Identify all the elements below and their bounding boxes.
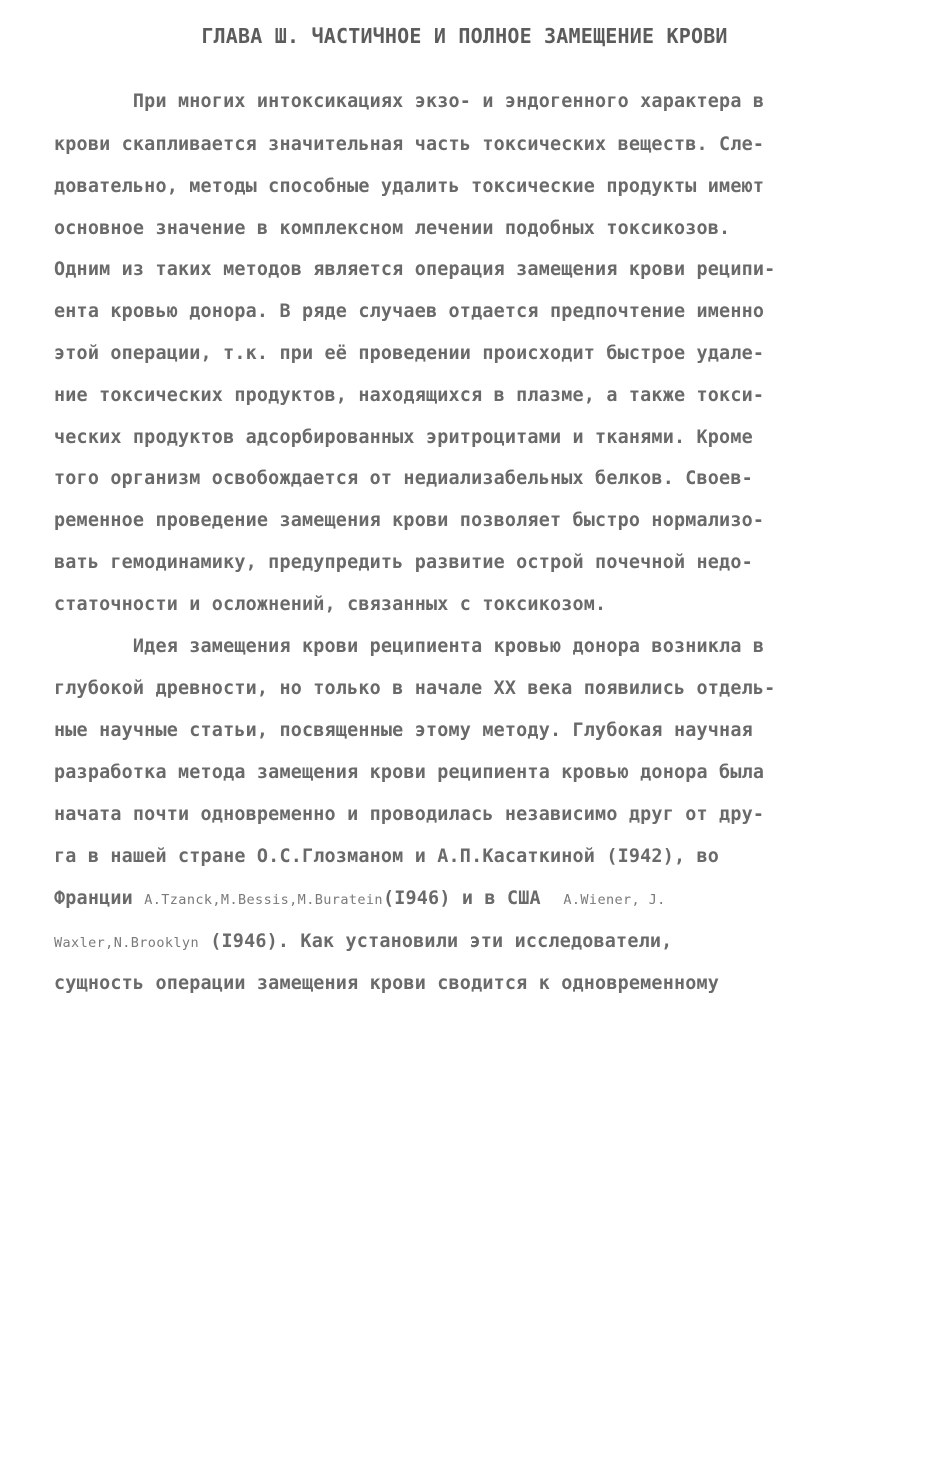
text-line: довательно, методы способные удалить токсические продукты имеют xyxy=(54,176,765,197)
author-names-latin: A.Wiener, J. xyxy=(563,892,666,908)
text-line: начата почти одновременно и проводилась независимо друг от дру- xyxy=(54,804,765,825)
text-line: глубокой древности, но только в начале XX века появились отдель- xyxy=(54,678,776,699)
text-line: сущность операции замещения крови сводится к одновременному xyxy=(54,973,720,994)
text-line: ента кровью донора. В ряде случаев отдается предпочтение именно xyxy=(54,301,765,322)
text-segment: (I946) и в США xyxy=(382,888,541,909)
text-line: ременное проведение замещения крови позволяет быстро нормализо- xyxy=(54,510,765,531)
chapter-title: ГЛАВА Ш. ЧАСТИЧНОЕ И ПОЛНОЕ ЗАМЕЩЕНИЕ КРОВИ xyxy=(201,24,728,48)
author-names-latin: A.Tzanck,M.Bessis,M.Buratein xyxy=(144,892,383,908)
text-line: этой операции, т.к. при её проведении происходит быстрое удале- xyxy=(54,343,765,364)
text-line: крови скапливается значительная часть токсических веществ. Сле- xyxy=(54,134,765,155)
text-line: Одним из таких методов является операция замещения крови реципи- xyxy=(54,259,776,280)
text-line: вать гемодинамику, предупредить развитие острой почечной недо- xyxy=(54,552,753,573)
text-line: ние токсических продуктов, находящихся в плазме, а также токси- xyxy=(54,385,765,406)
text-line: ные научные статьи, посвященные этому методу. Глубокая научная xyxy=(54,720,753,741)
text-line-mixed xyxy=(54,885,666,914)
author-names-latin: Waxler,N.Brooklyn xyxy=(54,935,199,951)
text-segment: (I946). Как установили эти исследователи, xyxy=(198,931,673,952)
text-line: того организм освобождается от недиализабельных белков. Своев- xyxy=(54,468,753,489)
text-line-mixed xyxy=(54,928,672,957)
text-line: га в нашей стране О.С.Глозманом и А.П.Касаткиной (I942), во xyxy=(54,846,720,867)
text-line: ческих продуктов адсорбированных эритроцитами и тканями. Кроме xyxy=(54,427,753,448)
text-line: Идея замещения крови реципиента кровью донора возникла в xyxy=(54,636,765,657)
text-line: основное значение в комплексном лечении подобных токсикозов. xyxy=(54,218,731,239)
text-line: статочности и осложнений, связанных с токсикозом. xyxy=(54,594,607,615)
text-line: разработка метода замещения крови реципиента кровью донора была xyxy=(54,762,765,783)
text-segment: Франции xyxy=(54,888,133,909)
text-line: При многих интоксикациях экзо- и эндогенного характера в xyxy=(54,91,765,112)
